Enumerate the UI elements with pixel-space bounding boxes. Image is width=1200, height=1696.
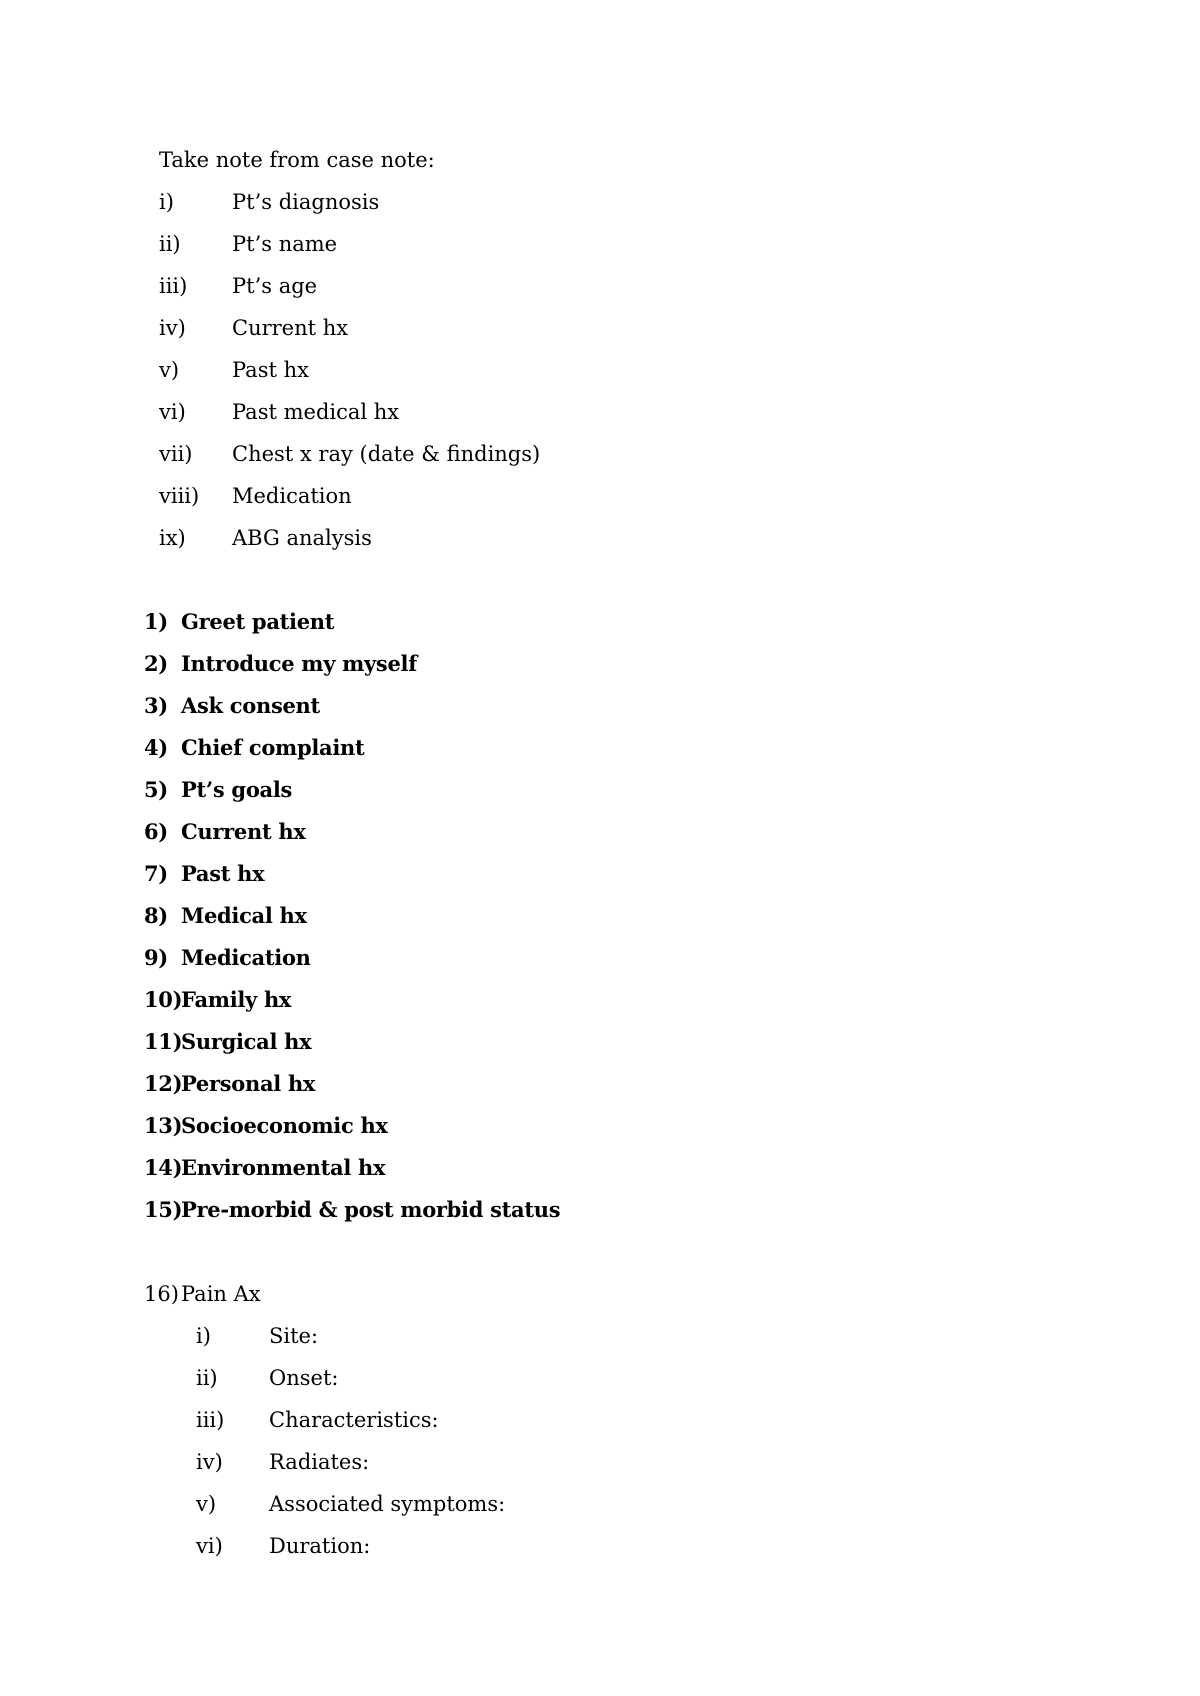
step-number: 12) <box>144 1071 183 1096</box>
step-text: Environmental hx <box>181 1155 386 1180</box>
list-item-number: vii) <box>159 442 193 466</box>
step-number: 3) <box>144 693 168 718</box>
step-text: Family hx <box>181 987 292 1012</box>
step-number: 6) <box>144 819 168 844</box>
step-text: Introduce my myself <box>181 651 417 676</box>
list-item-text: Site: <box>269 1324 319 1348</box>
case-note-heading: Take note from case note: <box>159 148 435 172</box>
list-item-text: Pt’s age <box>232 274 318 298</box>
step-number: 8) <box>144 903 168 928</box>
list-item-number: iv) <box>159 316 186 340</box>
step-text: Socioeconomic hx <box>181 1113 388 1138</box>
step-text: Greet patient <box>181 609 335 634</box>
list-item-text: Pt’s name <box>232 232 338 256</box>
list-item-number: vi) <box>196 1534 223 1558</box>
step-number: 14) <box>144 1155 183 1180</box>
list-item-number: i) <box>196 1324 211 1348</box>
list-item-text: ABG analysis <box>232 526 372 550</box>
step-text: Chief complaint <box>181 735 365 760</box>
list-item-text: Pt’s diagnosis <box>232 190 380 214</box>
step-number: 7) <box>144 861 168 886</box>
step-text: Current hx <box>181 819 306 844</box>
step-number: 1) <box>144 609 168 634</box>
step-number: 10) <box>144 987 183 1012</box>
step-number: 2) <box>144 651 168 676</box>
list-item-text: Past medical hx <box>232 400 400 424</box>
list-item-number: iii) <box>159 274 188 298</box>
list-item-number: vi) <box>159 400 186 424</box>
list-item-text: Associated symptoms: <box>269 1492 506 1516</box>
pain-ax-number: 16) <box>144 1282 179 1306</box>
step-text: Ask consent <box>181 693 320 718</box>
list-item-text: Onset: <box>269 1366 339 1390</box>
step-text: Personal hx <box>181 1071 316 1096</box>
step-number: 13) <box>144 1113 183 1138</box>
step-text: Pt’s goals <box>181 777 293 802</box>
step-number: 5) <box>144 777 168 802</box>
step-number: 4) <box>144 735 168 760</box>
pain-ax-title: Pain Ax <box>181 1282 261 1306</box>
list-item-number: ix) <box>159 526 186 550</box>
list-item-text: Radiates: <box>269 1450 370 1474</box>
step-text: Medical hx <box>181 903 307 928</box>
list-item-text: Characteristics: <box>269 1408 439 1432</box>
step-number: 9) <box>144 945 168 970</box>
step-number: 11) <box>144 1029 183 1054</box>
list-item-number: viii) <box>159 484 200 508</box>
list-item-text: Duration: <box>269 1534 371 1558</box>
list-item-text: Current hx <box>232 316 349 340</box>
list-item-number: v) <box>196 1492 217 1516</box>
list-item-text: Chest x ray (date & findings) <box>232 442 541 466</box>
step-text: Past hx <box>181 861 265 886</box>
list-item-number: ii) <box>196 1366 218 1390</box>
step-text: Surgical hx <box>181 1029 312 1054</box>
list-item-number: ii) <box>159 232 181 256</box>
list-item-number: iv) <box>196 1450 223 1474</box>
list-item-text: Medication <box>232 484 352 508</box>
step-text: Pre-morbid & post morbid status <box>181 1197 561 1222</box>
step-text: Medication <box>181 945 311 970</box>
list-item-text: Past hx <box>232 358 309 382</box>
list-item-number: iii) <box>196 1408 225 1432</box>
step-number: 15) <box>144 1197 183 1222</box>
list-item-number: i) <box>159 190 174 214</box>
list-item-number: v) <box>159 358 180 382</box>
